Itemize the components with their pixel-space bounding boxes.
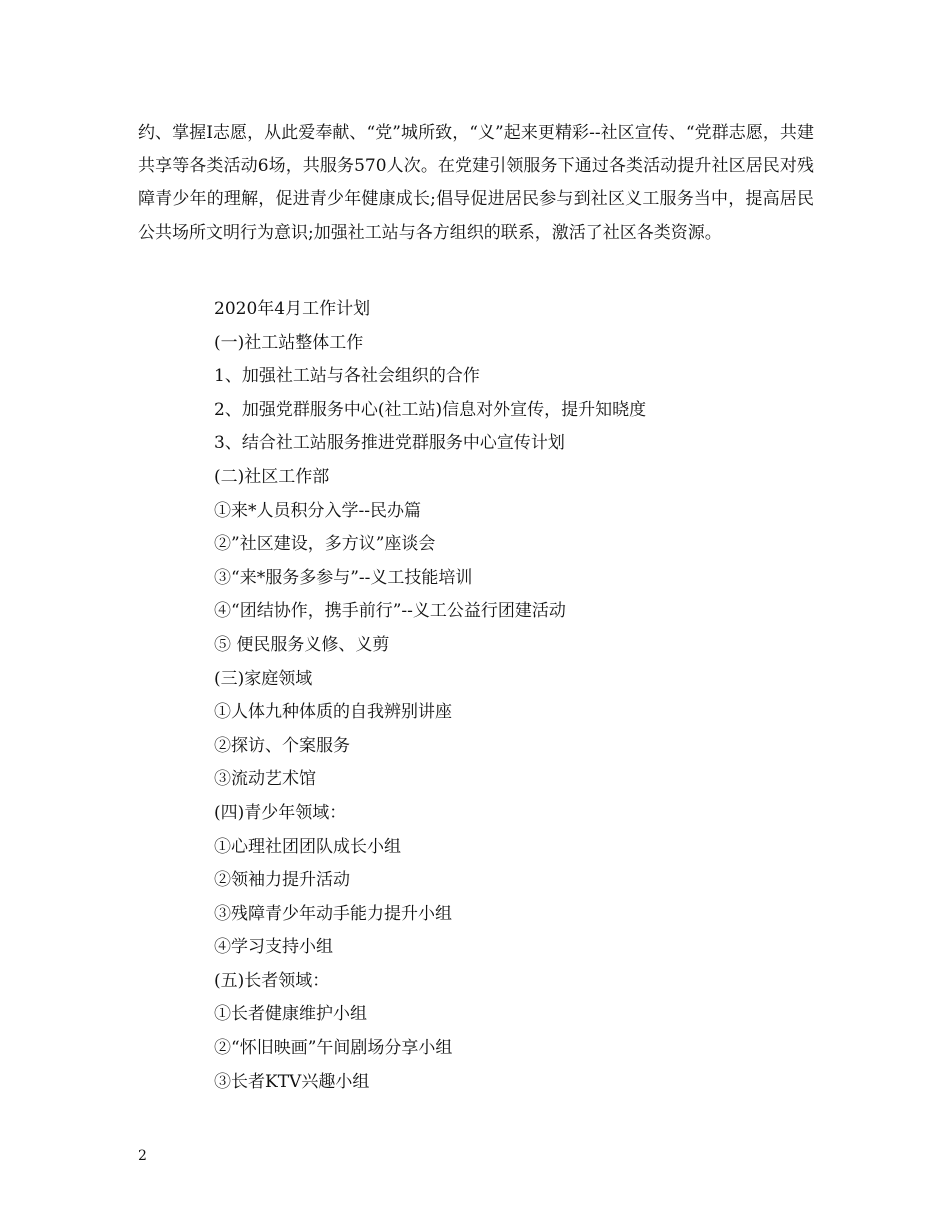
list-item: 1、加强社工站与各社会组织的合作: [214, 366, 480, 387]
page-number: 2: [138, 1148, 147, 1164]
plan-list: [214, 293, 646, 1099]
list-item: ①心理社团团队成长小组: [214, 836, 401, 857]
section-heading: (二)社区工作部: [214, 466, 330, 487]
list-item: ②”社区建设，多方议”座谈会: [214, 534, 436, 555]
list-item: ④“团结协作，携手前行”--义工公益行团建活动: [214, 601, 566, 622]
list-item: ②“怀旧映画”午间剧场分享小组: [214, 1038, 453, 1059]
list-item: ③残障青少年动手能力提升小组: [214, 903, 452, 924]
list-item: ②探访、个案服务: [214, 735, 350, 756]
section-heading: (三)家庭领域: [214, 668, 313, 689]
list-item: ③长者KTV兴趣小组: [214, 1071, 370, 1092]
section-title: 2020年4月工作计划: [214, 299, 371, 319]
list-item: ④学习支持小组: [214, 937, 333, 958]
list-item: ①人体九种体质的自我辨别讲座: [214, 702, 452, 723]
list-item: ①长者健康维护小组: [214, 1004, 367, 1025]
section-heading: (四)青少年领域：: [214, 802, 347, 823]
list-item: ②领袖力提升活动: [214, 870, 350, 891]
body-paragraph: 约、掌握I志愿，从此爱奉献、“党”城所致，“义”起来更精彩--社区宣传、“党群志愿，共建共享等各类活动6场，共服务570人次。在党建引领服务下通过各类活动提升社区居民对残障青少年的理解，促进青少年健康成长;倡导促进居民参与到社区义工服务当中，提高居民公共场所文明行为意识;加强社工站与各方组织的联系，激活了社区各类资源。: [138, 123, 814, 243]
list-item: ⑤ 便民服务义修、义剪: [214, 634, 390, 655]
section-heading: (五)长者领域：: [214, 970, 330, 991]
list-item: ①来*人员积分入学--民办篇: [214, 500, 421, 521]
list-item: ③“来*服务多参与”--义工技能培训: [214, 567, 473, 588]
list-item: 2、加强党群服务中心(社工站)信息对外宣传，提升知晓度: [214, 399, 647, 420]
section-heading: (一)社工站整体工作: [214, 332, 364, 353]
list-item: 3、结合社工站服务推进党群服务中心宣传计划: [214, 433, 565, 454]
list-item: ③流动艺术馆: [214, 769, 316, 790]
